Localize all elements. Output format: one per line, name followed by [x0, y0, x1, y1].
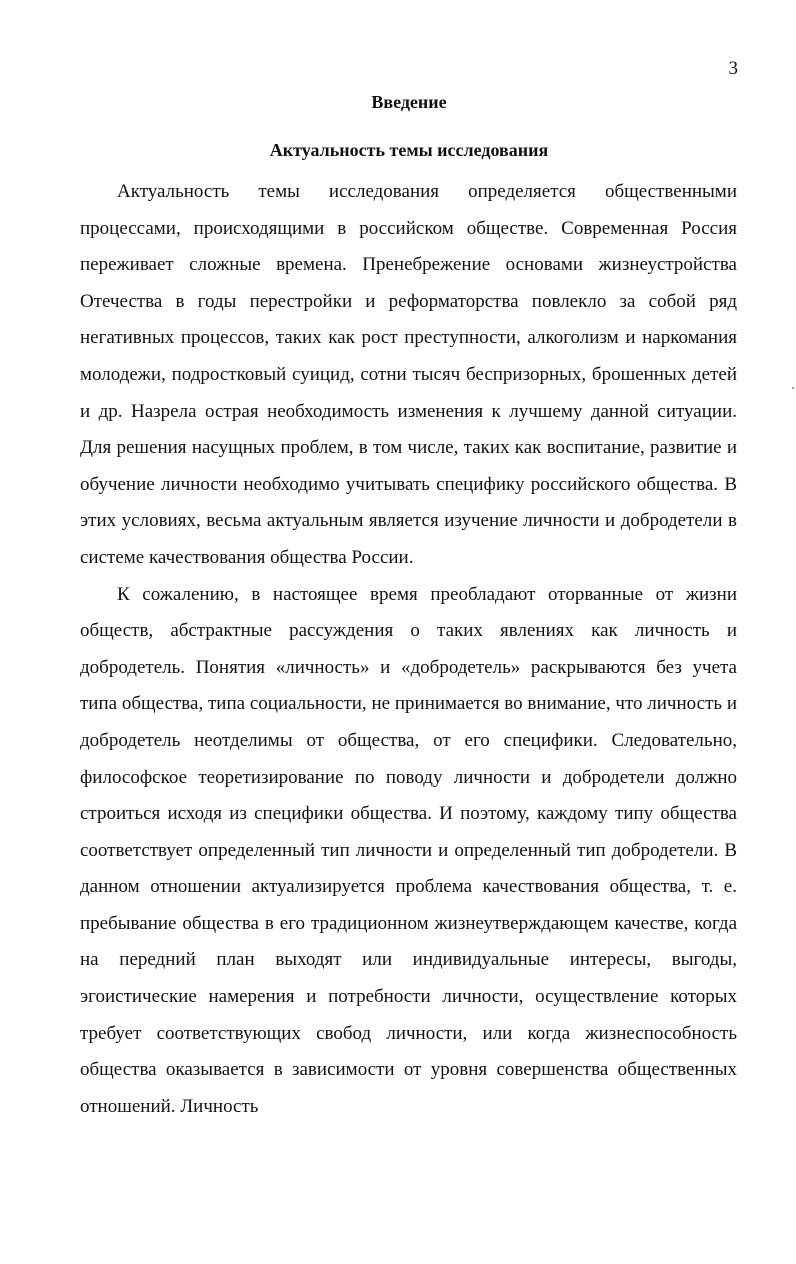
page-number: 3	[728, 58, 738, 79]
paragraph-2: К сожалению, в настоящее время преобладают оторванные от жизни обществ, абстрактные рассуждения о таких явлениях как личность и добродетель. Понятия «личность» и «добродетель» раскрываются без учета типа общества, типа социальности, не принимается во внимание, что личность и добродетель неотделимы от общества, от его специфики. Следовательно, философское теоретизирование по поводу личности и добродетели должно строиться исходя из специфики общества. И поэтому, каждому типу общества соответствует определенный тип личности и определенный тип добродетели. В данном отношении актуализируется проблема качествования общества, т. е. пребывание общества в его традиционном жизнеутверждающем качестве, когда на передний план выходят или индивидуальные интересы, выгоды, эгоистические намерения и потребности личности, осуществление которых требует соответствующих свобод личности, или когда жизнеспособность общества оказывается в зависимости от уровня совершенства общественных отношений. Личность	[80, 583, 737, 1117]
chapter-heading: Введение	[371, 92, 447, 112]
paragraph-1: Актуальность темы исследования определяется общественными процессами, происходящими в российском обществе. Современная Россия переживает сложные времена. Пренебрежение основами жизнеустройства Отечества в годы перестройки и реформаторства повлекло за собой ряд негативных процессов, таких как рост преступности, алкоголизм и наркомания молодежи, подростковый суицид, сотни тысяч беспризорных, брошенных детей и др. Назрела острая необходимость изменения к лучшему данной ситуации. Для решения насущных проблем, в том числе, таких как воспитание, развитие и обучение личности необходимо учитывать специфику российского общества. В этих условиях, весьма актуальным является изучение личности и добродетели в системе качествования общества России.	[80, 181, 737, 568]
scan-speck	[792, 387, 794, 389]
body-text	[80, 174, 737, 1125]
section-heading: Актуальность темы исследования	[269, 140, 549, 160]
